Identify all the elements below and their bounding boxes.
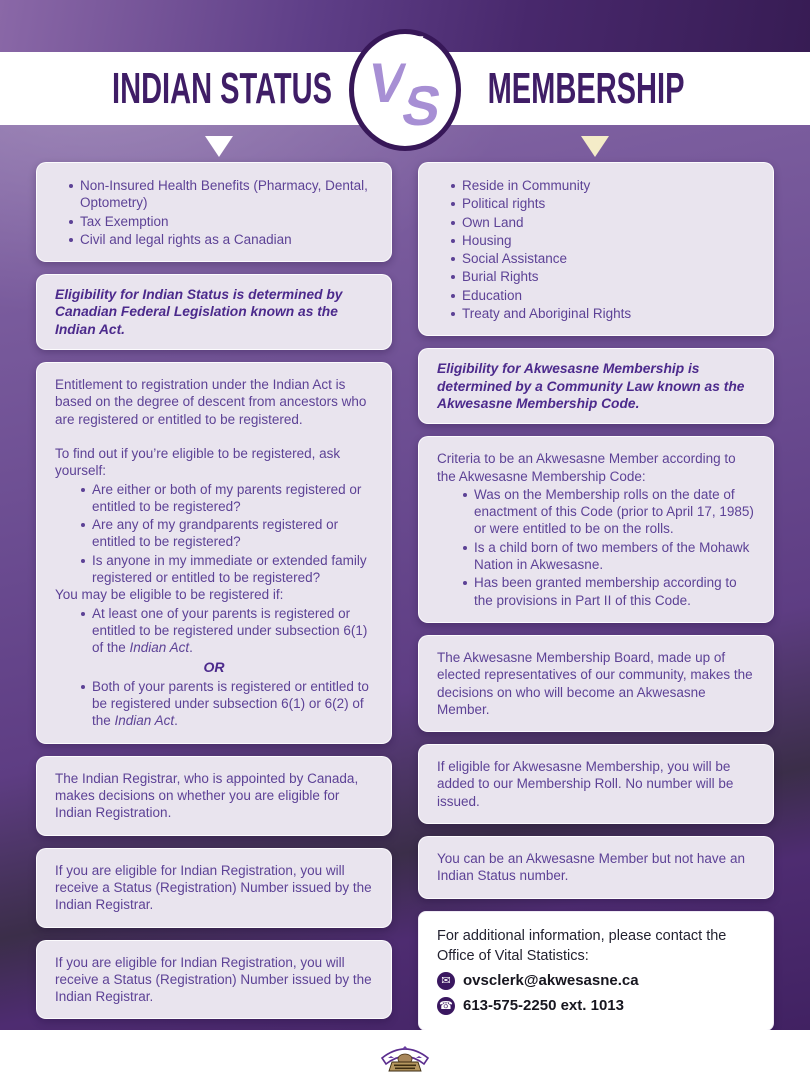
entitlement-questions-list bbox=[55, 481, 373, 587]
list-item: Burial Rights bbox=[451, 268, 755, 285]
membership-criteria-card bbox=[418, 436, 774, 623]
entitlement-paragraph: Entitlement to registration under the Indian Act is based on the degree of descent from ancestors who are registered or entitled to be registered. bbox=[55, 377, 367, 427]
membership-eligibility-callout: Eligibility for Akwesasne Membership is determined by a Community Law known as the Akwesasne Membership Code. bbox=[418, 348, 774, 424]
list-item: Own Land bbox=[451, 214, 755, 231]
right-pointer-triangle bbox=[581, 136, 609, 157]
contact-intro: For additional information, please contact the Office of Vital Statistics: bbox=[437, 927, 727, 964]
contact-phone-row bbox=[437, 996, 755, 1016]
list-item: Tax Exemption bbox=[69, 213, 373, 230]
list-item: Civil and legal rights as a Canadian bbox=[69, 231, 373, 248]
eligibility-conditions-list bbox=[55, 605, 373, 657]
left-pointer-triangle bbox=[205, 136, 233, 157]
list-item: Reside in Community bbox=[451, 177, 755, 194]
status-entitlement-card bbox=[36, 362, 392, 744]
list-item: Is anyone in my immediate or extended family registered or entitled to be registered? bbox=[81, 552, 373, 587]
phone-icon: ☎ bbox=[437, 997, 455, 1015]
list-item: Political rights bbox=[451, 195, 755, 212]
membership-roll-card: If eligible for Akwesasne Membership, you will be added to our Membership Roll. No number will be issued. bbox=[418, 744, 774, 824]
left-title: INDIAN STATUS bbox=[112, 64, 332, 113]
membership-column bbox=[418, 162, 774, 1031]
list-item: Was on the Membership rolls on the date of enactment of this Code (prior to April 17, 1985) or were entitled to be on the rolls. bbox=[463, 486, 755, 538]
list-item: Treaty and Aboriginal Rights bbox=[451, 305, 755, 322]
membership-benefits-card bbox=[418, 162, 774, 336]
status-number-card: If you are eligible for Indian Registration, you will receive a Status (Registration) Number issued by the Indian Registrar. bbox=[36, 848, 392, 928]
list-item: Are any of my grandparents registered or entitled to be registered? bbox=[81, 516, 373, 551]
criteria-list bbox=[437, 486, 755, 609]
list-item: Is a child born of two members of the Mohawk Nation in Akwesasne. bbox=[463, 539, 755, 574]
email-icon: ✉ bbox=[437, 972, 455, 990]
contact-email-row bbox=[437, 971, 755, 991]
contact-card bbox=[418, 911, 774, 1031]
membership-benefits-list bbox=[437, 177, 755, 322]
list-item: Education bbox=[451, 287, 755, 304]
mohawk-council-of-akwesasne-logo bbox=[378, 1037, 432, 1073]
list-item: Has been granted membership according to the provisions in Part II of this Code. bbox=[463, 574, 755, 609]
list-item: Non-Insured Health Benefits (Pharmacy, Dental, Optometry) bbox=[69, 177, 373, 212]
status-benefits-card bbox=[36, 162, 392, 262]
right-title: MEMBERSHIP bbox=[487, 64, 685, 113]
contact-email: ovsclerk@akwesasne.ca bbox=[463, 971, 639, 989]
indian-registrar-card: The Indian Registrar, who is appointed by Canada, makes decisions on whether you are eligible for Indian Registration. bbox=[36, 756, 392, 836]
contact-phone: 613-575-2250 ext. 1013 bbox=[463, 996, 624, 1014]
list-item: At least one of your parents is registered or entitled to be registered under subsection 6(1) of the Indian Act. bbox=[81, 605, 373, 657]
entitlement-question-intro: To find out if you’re eligible to be registered, ask yourself: bbox=[55, 445, 341, 479]
member-without-status-card: You can be an Akwesasne Member but not have an Indian Status number. bbox=[418, 836, 774, 899]
vs-letter-s: S bbox=[397, 74, 447, 137]
eligibility-conditions-intro: You may be eligible to be registered if: bbox=[55, 587, 284, 603]
list-item: Housing bbox=[451, 232, 755, 249]
vs-letter-v: V bbox=[363, 51, 413, 114]
membership-board-card: The Akwesasne Membership Board, made up of elected representatives of our community, makes the decisions on who will become an Akwesasne Member. bbox=[418, 635, 774, 732]
list-item: Both of your parents is registered or entitled to be registered under subsection 6(1) or 6(2) of the Indian Act. bbox=[81, 678, 373, 730]
status-benefits-list bbox=[55, 177, 373, 248]
indian-status-column bbox=[36, 162, 392, 1031]
criteria-intro: Criteria to be an Akwesasne Member according to the Akwesasne Membership Code: bbox=[437, 451, 736, 484]
status-eligibility-callout: Eligibility for Indian Status is determined by Canadian Federal Legislation known as the Indian Act. bbox=[36, 274, 392, 350]
comparison-columns bbox=[36, 162, 774, 1031]
status-number-card-repeat: If you are eligible for Indian Registration, you will receive a Status (Registration) Number issued by the Indian Registrar. bbox=[36, 940, 392, 1020]
or-divider: OR bbox=[203, 658, 225, 675]
footer-band bbox=[0, 1030, 810, 1080]
list-item: Are either or both of my parents registered or entitled to be registered? bbox=[81, 481, 373, 516]
eligibility-conditions-list bbox=[55, 678, 373, 730]
list-item: Social Assistance bbox=[451, 250, 755, 267]
vs-badge bbox=[349, 29, 461, 151]
